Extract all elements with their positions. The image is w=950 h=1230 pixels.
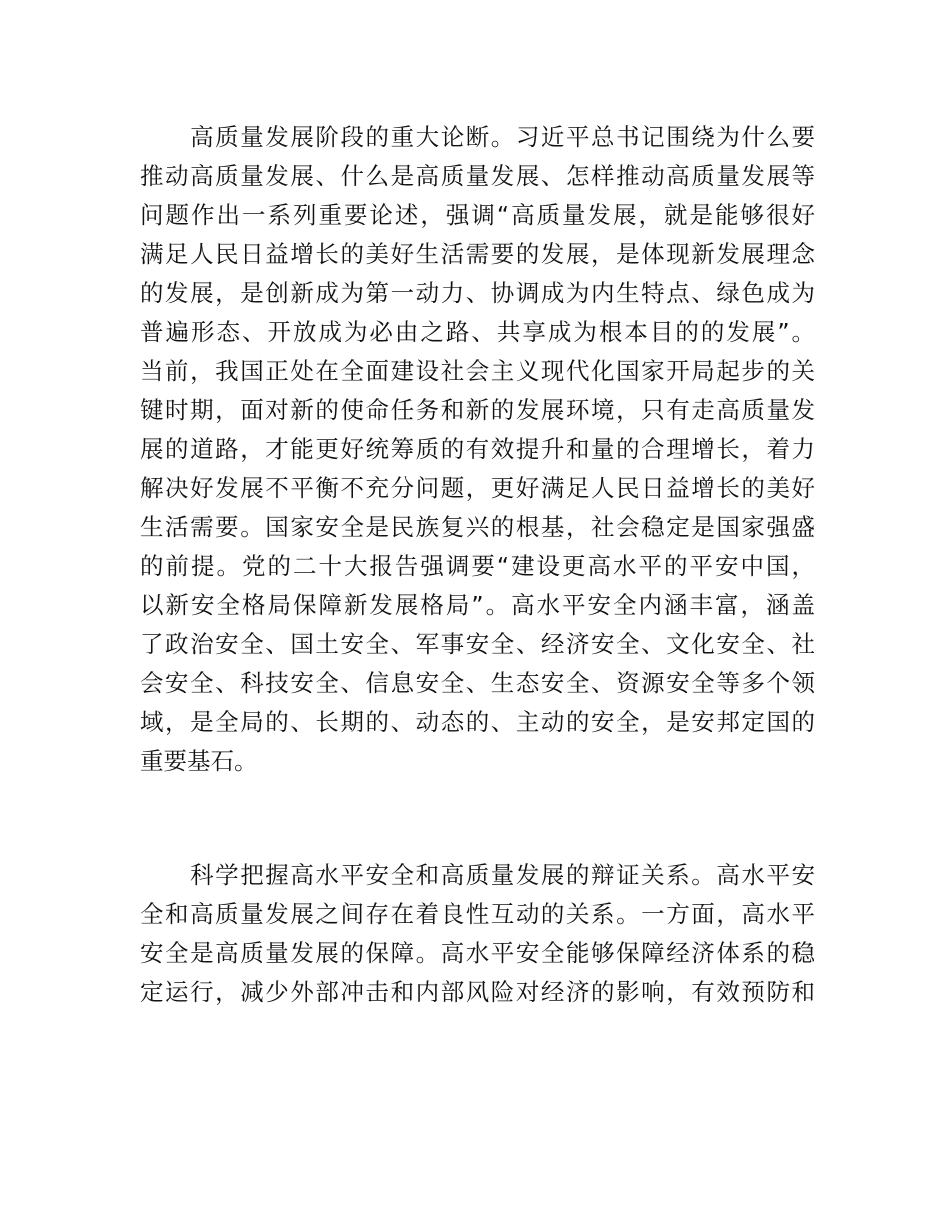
text-line: 全和高质量发展之间存在着良性互动的关系。一方面，高水平	[140, 900, 815, 928]
text-line: 的前提。党的二十大报告强调要“建设更高水平的平安中国，	[140, 552, 815, 580]
text-line: 科学把握高水平安全和高质量发展的辩证关系。高水平安	[140, 861, 815, 889]
text-line: 高质量发展阶段的重大论断。习近平总书记围绕为什么要	[140, 123, 815, 151]
text-line: 域，是全局的、长期的、动态的、主动的安全，是安邦定国的	[140, 708, 815, 736]
text-line: 当前，我国正处在全面建设社会主义现代化国家开局起步的关	[140, 357, 815, 385]
paragraph-high-quality-development	[140, 118, 815, 781]
text-line: 满足人民日益增长的美好生活需要的发展，是体现新发展理念	[140, 240, 815, 268]
text-line: 安全是高质量发展的保障。高水平安全能够保障经济体系的稳	[140, 939, 815, 967]
text-line: 展的道路，才能更好统筹质的有效提升和量的合理增长，着力	[140, 435, 815, 463]
paragraph-dialectical-relationship	[140, 856, 815, 1012]
text-line: 了政治安全、国土安全、军事安全、经济安全、文化安全、社	[140, 630, 815, 658]
text-line: 重要基石。	[140, 747, 258, 775]
text-line: 问题作出一系列重要论述，强调“高质量发展，就是能够很好	[140, 201, 815, 229]
text-line: 以新安全格局保障新发展格局”。高水平安全内涵丰富，涵盖	[140, 591, 815, 619]
text-line: 生活需要。国家安全是民族复兴的根基，社会稳定是国家强盛	[140, 513, 815, 541]
text-line: 解决好发展不平衡不充分问题，更好满足人民日益增长的美好	[140, 474, 815, 502]
text-line: 推动高质量发展、什么是高质量发展、怎样推动高质量发展等	[140, 162, 815, 190]
text-line: 会安全、科技安全、信息安全、生态安全、资源安全等多个领	[140, 669, 815, 697]
text-line: 的发展，是创新成为第一动力、协调成为内生特点、绿色成为	[140, 279, 815, 307]
text-line: 键时期，面对新的使命任务和新的发展环境，只有走高质量发	[140, 396, 815, 424]
text-line: 定运行，减少外部冲击和内部风险对经济的影响，有效预防和	[140, 978, 815, 1006]
text-line: 普遍形态、开放成为必由之路、共享成为根本目的的发展”。	[140, 318, 815, 346]
